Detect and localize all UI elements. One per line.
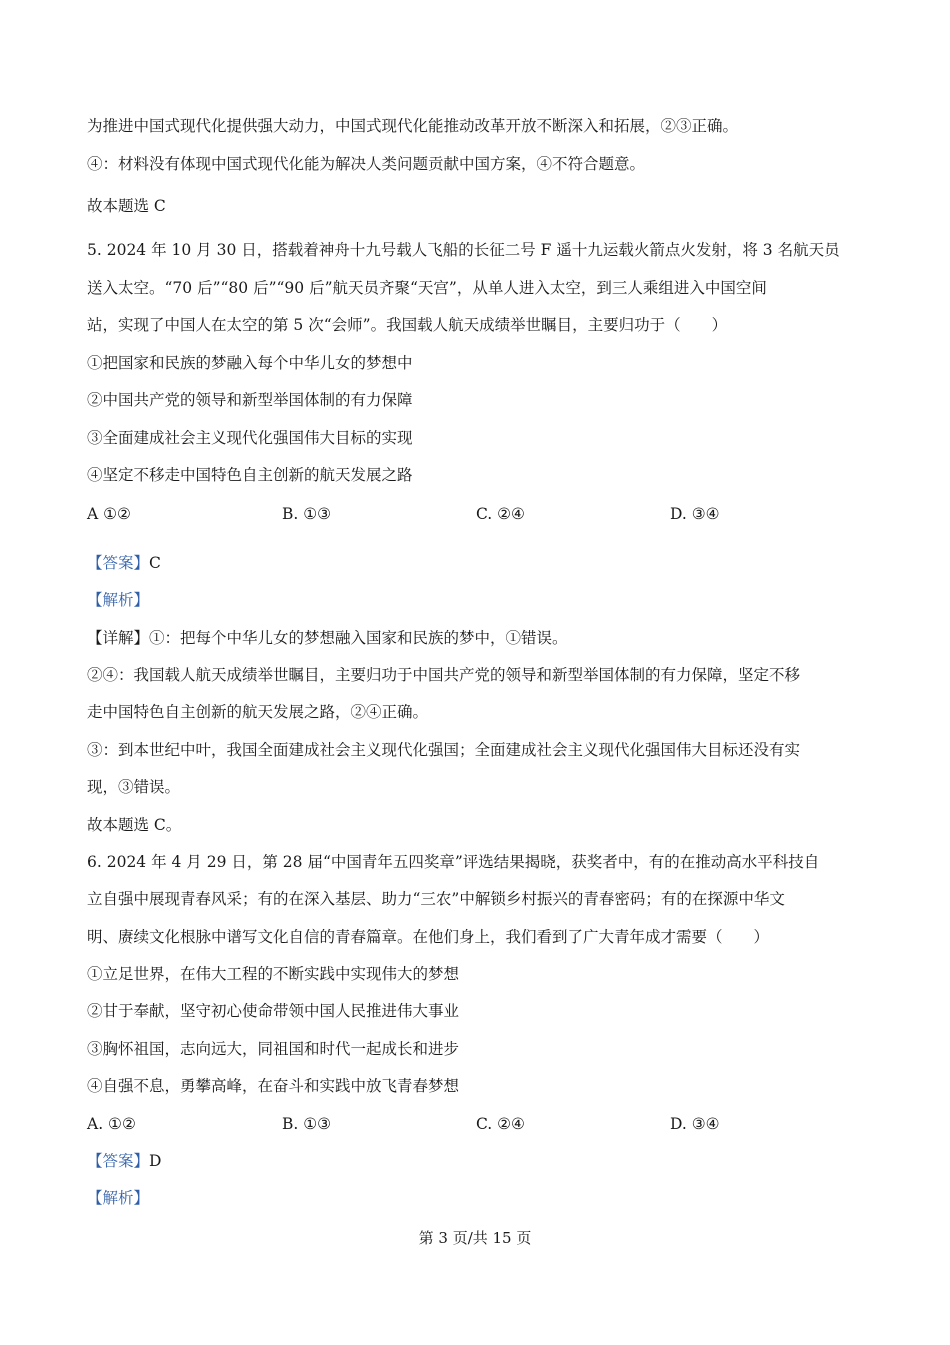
text-line: 现，③错误。 [87, 778, 181, 796]
question-5-option: ③全面建成社会主义现代化强国伟大目标的实现 [87, 429, 413, 447]
choice-c: C. ②④ [476, 1115, 525, 1133]
text-line: 走中国特色自主创新的航天发展之路，②④正确。 [87, 703, 429, 721]
analysis-label: 【解析】 [87, 591, 150, 609]
detail-label: 【详解】 [87, 629, 150, 647]
analysis-label: 【解析】 [87, 1189, 150, 1207]
question-6-stem: 明、赓续文化根脉中谱写文化自信的青春篇章。在他们身上，我们看到了广大青年成才需要（ ） [87, 928, 770, 946]
question-6-option: ④自强不息，勇攀高峰，在奋斗和实践中放飞青春梦想 [87, 1077, 460, 1095]
choice-b: B. ①③ [282, 505, 332, 523]
text-line: ④：材料没有体现中国式现代化能为解决人类问题贡献中国方案，④不符合题意。 [87, 155, 646, 173]
detail-text: ①：把每个中华儿女的梦想融入国家和民族的梦中，①错误。 [149, 629, 568, 647]
choice-c: C. ②④ [476, 505, 525, 523]
question-5-option: ④坚定不移走中国特色自主创新的航天发展之路 [87, 466, 413, 484]
question-6-stem: 6. 2024 年 4 月 29 日，第 28 届“中国青年五四奖章”评选结果揭晓，获奖者中，有的在推动高水平科技自 [87, 853, 820, 871]
answer-line [87, 1150, 863, 1172]
text-line: 故本题选 C。 [87, 816, 182, 834]
text-line: ②④：我国载人航天成绩举世瞩目，主要归功于中国共产党的领导和新型举国体制的有力保障，坚定不移 [87, 666, 801, 684]
choice-b: B. ①③ [282, 1115, 332, 1133]
analysis-line [87, 589, 863, 611]
text-line: ③：到本世纪中叶，我国全面建成社会主义现代化强国；全面建成社会主义现代化强国伟大目标还没有实 [87, 741, 801, 759]
question-5-stem: 送入太空。“70 后”“80 后”“90 后”航天员齐聚“天宫”，从单人进入太空，到三人乘组进入中国空间 [87, 279, 767, 297]
text-line: 故本题选 C [87, 197, 166, 215]
choice-a: A ①② [87, 505, 131, 523]
question-6-stem: 立自强中展现青春风采；有的在深入基层、助力“三农”中解锁乡村振兴的青春密码；有的在探源中华文 [87, 890, 785, 908]
question-5-option: ①把国家和民族的梦融入每个中华儿女的梦想中 [87, 354, 413, 372]
choice-a: A. ①② [87, 1115, 136, 1133]
question-6-option: ①立足世界，在伟大工程的不断实践中实现伟大的梦想 [87, 965, 460, 983]
answer-label: 【答案】 [87, 1152, 150, 1170]
question-5-stem: 站，实现了中国人在太空的第 5 次“会师”。我国载人航天成绩举世瞩目，主要归功于（ ） [87, 316, 728, 334]
answer-value: D [149, 1152, 162, 1170]
answer-value: C [149, 554, 161, 572]
choice-d: D. ③④ [670, 505, 720, 523]
choice-d: D. ③④ [670, 1115, 720, 1133]
question-6-option: ②甘于奉献，坚守初心使命带领中国人民推进伟大事业 [87, 1002, 460, 1020]
detail-line [87, 627, 863, 649]
answer-line [87, 552, 863, 574]
page-footer: 第 3 页/共 15 页 [418, 1229, 532, 1247]
question-5-option: ②中国共产党的领导和新型举国体制的有力保障 [87, 391, 413, 409]
question-6-option: ③胸怀祖国，志向远大，同祖国和时代一起成长和进步 [87, 1040, 460, 1058]
analysis-line [87, 1187, 863, 1209]
answer-label: 【答案】 [87, 554, 150, 572]
text-line: 为推进中国式现代化提供强大动力，中国式现代化能推动改革开放不断深入和拓展，②③正确。 [87, 117, 739, 135]
question-5-stem: 5. 2024 年 10 月 30 日，搭载着神舟十九号载人飞船的长征二号 F 遥十九运载火箭点火发射，将 3 名航天员 [87, 241, 840, 259]
